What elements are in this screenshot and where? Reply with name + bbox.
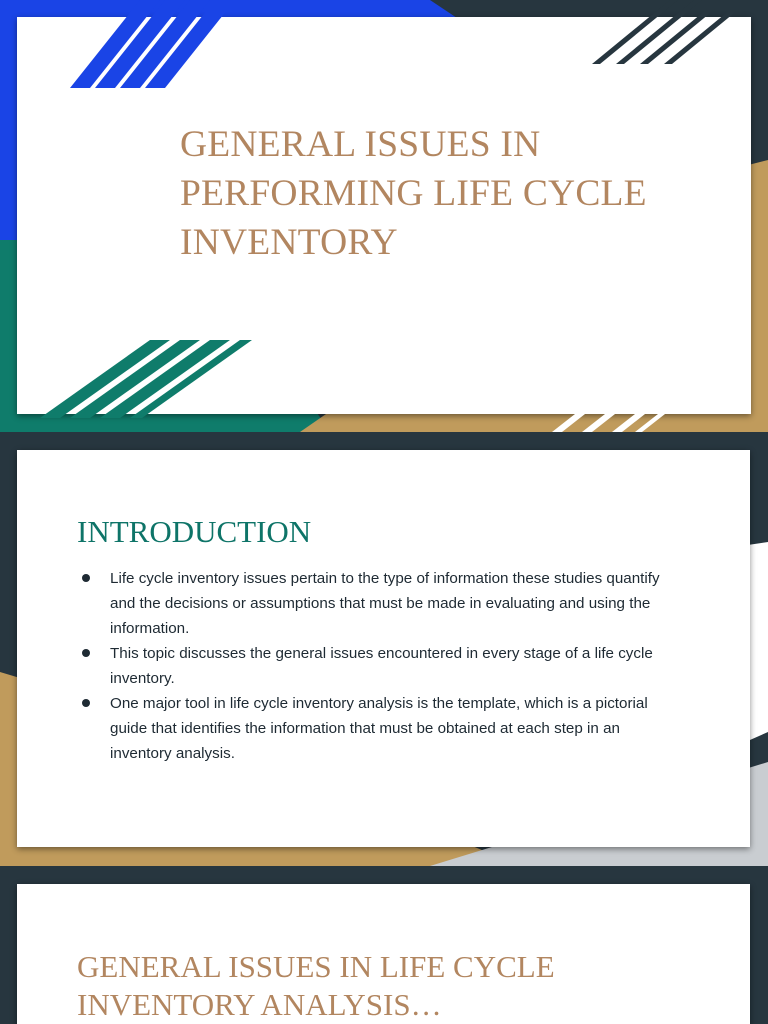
section-heading: INTRODUCTION <box>77 514 312 549</box>
bullet-dot-icon <box>82 699 90 707</box>
bullet-text: Life cycle inventory issues pertain to the type of information these studies quantify and the decisions or assumptions that must be made in evaluating and using the information. <box>110 570 660 637</box>
bullet-text: This topic discusses the general issues encountered in every stage of a life cycle inventory. <box>110 645 653 687</box>
stripes-decoration-top-left <box>70 0 270 90</box>
section-heading: GENERAL ISSUES IN LIFE CYCLE INVENTORY ANALYSIS… <box>77 949 555 1022</box>
slide-title <box>0 0 768 432</box>
slide-introduction <box>0 432 768 866</box>
bullet-dot-icon <box>82 649 90 657</box>
slide-general-issues <box>0 866 768 1024</box>
bullet-text: One major tool in life cycle inventory analysis is the template, which is a pictorial guide that identifies the information that must be obtained at each step in an inventory analysis. <box>110 695 648 762</box>
bullet-dot-icon <box>82 574 90 582</box>
stripes-decoration-bottom-left <box>20 340 260 430</box>
bullet-list <box>78 566 678 766</box>
bullet-item <box>78 566 678 641</box>
bullet-item <box>78 641 678 691</box>
presentation-title: GENERAL ISSUES IN PERFORMING LIFE CYCLE INVENTORY <box>180 124 647 263</box>
stripes-decoration-top-right <box>590 0 760 70</box>
bullet-item <box>78 691 678 766</box>
stripes-decoration-bottom-right <box>550 414 670 432</box>
